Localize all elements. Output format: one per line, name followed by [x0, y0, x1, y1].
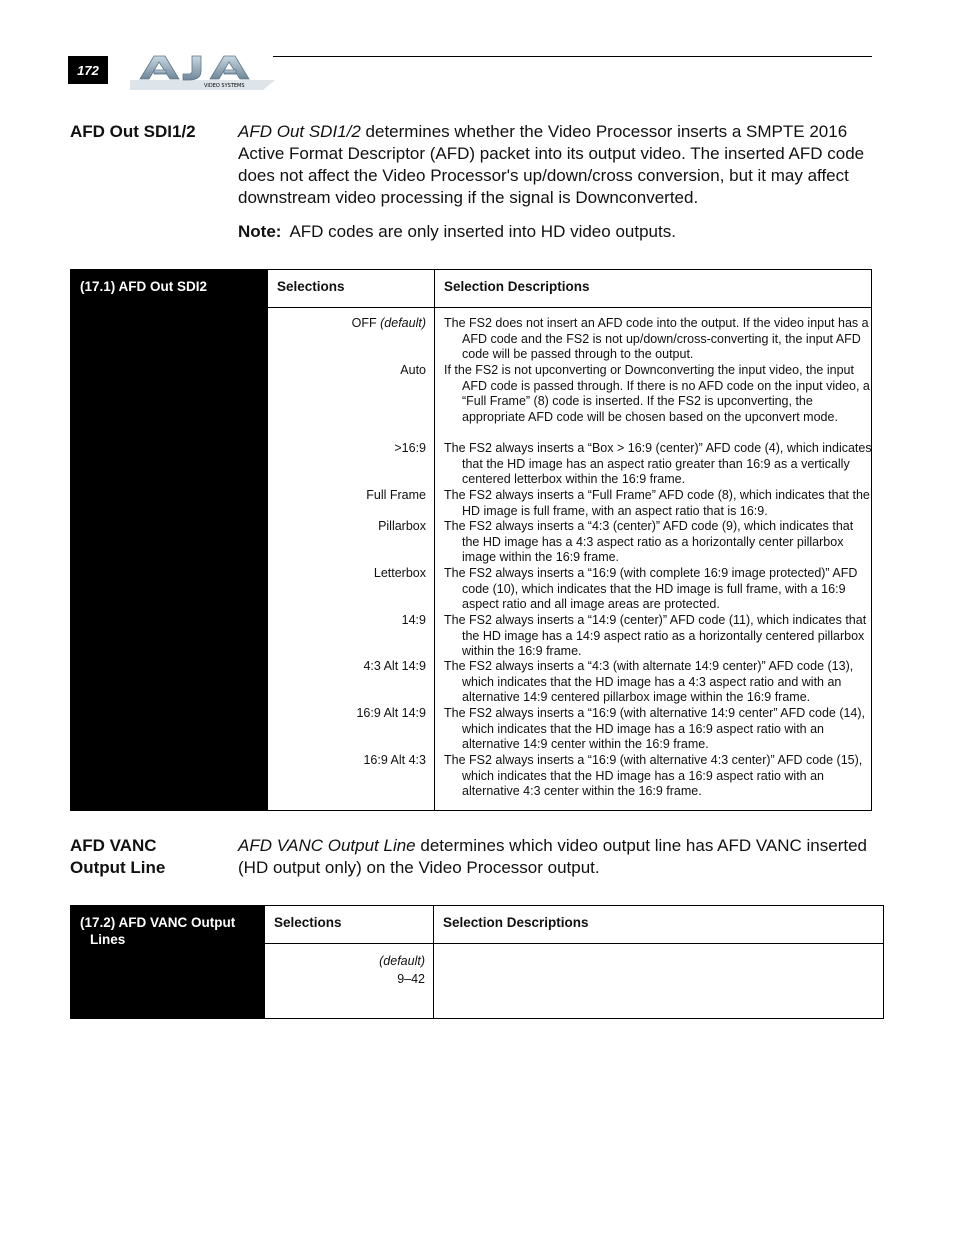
- selection-off: OFF (default): [351, 316, 426, 330]
- selection-4-3-alt-14-9: 4:3 Alt 14:9: [363, 659, 426, 673]
- selection-full-frame: Full Frame: [366, 488, 426, 502]
- table-title-cell: [71, 270, 268, 810]
- note-label: Note:: [238, 222, 282, 241]
- col-header-descriptions: Selection Descriptions: [443, 915, 589, 930]
- selection-16-9-alt-4-3: 16:9 Alt 4:3: [363, 753, 426, 767]
- afd-vanc-table: [70, 905, 884, 1019]
- selection-box-16-9: >16:9: [394, 441, 426, 455]
- description-4-3-alt-14-9: The FS2 always inserts a “4:3 (with alternate 14:9 center)” AFD code (13), which indicates that the HD image has a 4:3 aspect ratio and with an alternative 14:9 centered pillarbox image within the 16:9 frame.: [444, 659, 854, 705]
- selection-letterbox: Letterbox: [373, 566, 426, 580]
- body-text: determines whether the Video Processor inserts a SMPTE 2016 Active Format Descriptor (AFD) packet into its output video. The inserted AFD code does not affect the Video Processor's up/down/cross conversion, but it may affect downstream video processing if the signal is Downconverted.: [238, 122, 865, 207]
- description-box-16-9: The FS2 always inserts a “Box > 16:9 (center)” AFD code (4), which indicates that the HD image has an aspect ratio greater than 16:9 as a vertically centered letterbox within the 16:9 frame.: [444, 441, 872, 487]
- table-title: (17.2) AFD VANC Output Lines: [80, 915, 236, 947]
- description-auto: If the FS2 is not upconverting or Downconverting the input video, the input AFD code is passed through. If there is no AFD code on the input video, a “Full Frame” (8) code is inserted. If the FS2 is upconverting, the appropriate AFD code will be chosen based on the upconvert mode.: [444, 363, 870, 424]
- description-14-9: The FS2 always inserts a “14:9 (center)” AFD code (11), which indicates that the HD image has a 14:9 aspect ratio as a horizontally centered pillarbox within the 16:9 frame.: [444, 613, 867, 659]
- section-body-afd-vanc: [238, 835, 870, 879]
- selection-14-9: 14:9: [401, 613, 426, 627]
- col-header-selections: Selections: [274, 915, 342, 930]
- note: [238, 221, 676, 243]
- logo-subtext: VIDEO SYSTEMS: [204, 83, 245, 89]
- table-title-cell: [71, 906, 265, 1018]
- note-text: AFD codes are only inserted into HD video outputs.: [289, 222, 676, 241]
- description-16-9-alt-14-9: The FS2 always inserts a “16:9 (with alternative 14:9 center” AFD code (14), which indicates that the HD image has a 16:9 aspect ratio with an alternative 14:9 center within the 16:9 frame.: [444, 706, 866, 752]
- selection-pillarbox: Pillarbox: [378, 519, 426, 533]
- page-number: 172: [68, 56, 108, 84]
- afd-out-table: [70, 269, 872, 811]
- description-letterbox: The FS2 always inserts a “16:9 (with complete 16:9 image protected)” AFD code (10), which indicates that the HD image is full frame, with a 16:9 aspect ratio and all image areas are protected.: [444, 566, 858, 612]
- section-label-afd-out: AFD Out SDI1/2: [70, 122, 196, 141]
- body-term: AFD VANC Output Line: [238, 836, 416, 855]
- col-header-selections: Selections: [277, 279, 345, 294]
- section-body-afd-out: [238, 121, 870, 209]
- description-off: The FS2 does not insert an AFD code into the output. If the video input has a AFD code and the FS2 is not up/down/cross-converting it, the input AFD code will be passed through to the output.: [444, 316, 869, 362]
- selection-auto: Auto: [400, 363, 426, 377]
- selection-16-9-alt-14-9: 16:9 Alt 14:9: [356, 706, 426, 720]
- col-header-descriptions: Selection Descriptions: [444, 279, 590, 294]
- aja-logo-icon: [130, 52, 275, 90]
- selection-vanc-lines: (default) 9–42: [379, 954, 425, 986]
- body-text: determines which video output line has AFD VANC inserted (HD output only) on the Video Processor output.: [238, 836, 867, 877]
- description-16-9-alt-4-3: The FS2 always inserts a “16:9 (with alternative 4:3 center)” AFD code (15), which indicates that the HD image has a 16:9 aspect ratio with an alternative 4:3 center within the 16:9 frame.: [444, 753, 863, 799]
- table-title: (17.1) AFD Out SDI2: [80, 279, 208, 294]
- description-pillarbox: The FS2 always inserts a “4:3 (center)” AFD code (9), which indicates that the HD image has a 4:3 aspect ratio as a horizontally center pillarbox image within the 16:9 frame.: [444, 519, 854, 565]
- description-full-frame: The FS2 always inserts a “Full Frame” AFD code (8), which indicates that the HD image is full frame, with an aspect ratio that is 16:9.: [444, 488, 870, 518]
- section-label-afd-vanc: AFD VANC Output Line: [70, 836, 166, 877]
- body-term: AFD Out SDI1/2: [238, 122, 361, 141]
- header-rule: [273, 56, 872, 57]
